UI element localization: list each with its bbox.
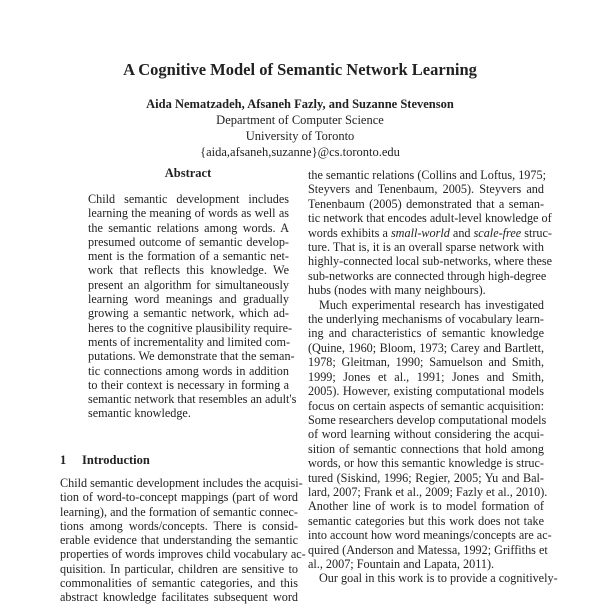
text-line: (Quine, 1960; Bloom, 1973; Carey and Bartlett, <box>308 340 544 355</box>
text-line: sub-networks are connected through high-degree <box>308 268 547 283</box>
text-line: Steyvers and Tenenbaum, 2005). Steyvers and <box>308 182 544 197</box>
text-line: words exhibits a small-world and scale-free struc- <box>308 225 552 240</box>
text-line: 1999; Jones et al., 1991; Jones and Smith, <box>308 369 544 384</box>
text-line: presumed outcome of semantic develop- <box>88 234 289 249</box>
text-line: al., 2007; Fountain and Lapata, 2011). <box>308 556 495 571</box>
text-line: to their context is necessary in forming a <box>88 377 289 392</box>
text-line: tic connections among words in addition <box>88 363 289 378</box>
text-line: heres to the cognitive plausibility require- <box>88 320 293 335</box>
emphasis: scale-free <box>473 225 522 240</box>
text-line: words, or how this semantic knowledge is struc- <box>308 456 544 471</box>
text-line: work that reflects this knowledge. We <box>88 263 289 278</box>
text-line: Child semantic development includes <box>88 192 289 206</box>
text-line: the underlying mechanisms of vocabulary learn- <box>308 312 544 327</box>
text-line: erable evidence that understanding the semantic <box>60 533 298 548</box>
abstract-heading: Abstract <box>164 166 212 180</box>
text-line: hubs (nodes with many neighbours). <box>308 283 486 298</box>
text-line: ment is the formation of a semantic net- <box>88 249 289 264</box>
section-heading-introduction <box>60 453 150 468</box>
text-line: quired (Anderson and Matessa, 1992; Griffiths et <box>308 542 548 557</box>
text-line: semantic network that resembles an adult's <box>88 392 297 407</box>
section-title: Introduction <box>82 453 150 467</box>
text-line: properties of words improves child vocabulary ac- <box>60 547 306 562</box>
author-emails: {aida,afsaneh,suzanne}@cs.toronto.edu <box>200 145 400 159</box>
text-line: Tenenbaum (2005) demonstrated that a seman- <box>308 196 544 211</box>
text-line: highly-connected local sub-networks, where these <box>308 254 553 269</box>
affiliation-university: University of Toronto <box>245 129 355 143</box>
text-line: Our goal in this work is to provide a cognitively- <box>319 571 558 586</box>
text-line: learning the meaning of words as well as <box>88 206 289 221</box>
emphasis: small-world <box>390 225 450 240</box>
text-line: the semantic relations among words. A <box>88 220 289 235</box>
text-line: focus on certain aspects of semantic acquisition: <box>308 398 544 413</box>
introduction-body-left <box>60 476 306 605</box>
text-line: ing and characteristics of semantic knowledge <box>308 326 544 341</box>
section-number: 1 <box>60 453 67 467</box>
text-line: 2005). However, existing computational models <box>308 384 544 399</box>
text-line: learning), and the formation of semantic connec- <box>60 504 298 519</box>
text-line: the semantic relations (Collins and Loftus, 1975; <box>308 168 546 182</box>
text-line: tic network that encodes adult-level knowledge of <box>308 211 552 226</box>
text-line: abstract knowledge facilitates subsequent word <box>60 590 298 605</box>
text-line: of word learning without considering the acqui- <box>308 427 544 442</box>
author-list: Aida Nematzadeh, Afsaneh Fazly, and Suzanne Stevenson <box>146 97 454 111</box>
text-line: 1978; Gleitman, 1990; Samuelson and Smith, <box>308 355 544 370</box>
abstract-body <box>88 192 297 421</box>
text-line: quisition. In particular, children are sensitive to <box>60 561 298 576</box>
text-line: commonalities of semantic categories, and this <box>60 576 298 591</box>
text-line: tion of word-to-concept mappings (part of word <box>60 490 298 505</box>
text-line: present an algorithm for simultaneously <box>88 277 289 292</box>
affiliation-department: Department of Computer Science <box>216 113 384 127</box>
text-line: tured (Siskind, 1996; Regier, 2005; Yu and Bal- <box>308 470 544 485</box>
text-line: Some researchers develop computational models <box>308 412 547 427</box>
text-line: Much experimental research has investigated <box>319 297 544 312</box>
text-line: tions among words/concepts. There is consid- <box>60 518 298 533</box>
introduction-body-right <box>308 168 558 586</box>
text-line: semantic categories but this work does not take <box>308 513 544 528</box>
text-line: ture. That is, it is an overall sparse network with <box>308 240 544 255</box>
text-line: lard, 2007; Frank et al., 2009; Fazly et al., 2010). <box>308 484 548 499</box>
text-line: semantic knowledge. <box>88 406 191 421</box>
text-line: growing a semantic network, which ad- <box>88 306 289 321</box>
text-line: into account how word meanings/concepts are ac- <box>308 528 552 543</box>
text-line: sition of semantic connections that hold among <box>308 441 544 456</box>
text-line: putations. We demonstrate that the seman- <box>88 349 295 364</box>
text-line: Child semantic development includes the acquisi- <box>60 476 303 490</box>
text-line: learning word meanings and gradually <box>88 292 289 307</box>
paper-title: A Cognitive Model of Semantic Network Learning <box>123 60 477 79</box>
text-line: ments of incrementality and limited com- <box>88 334 291 349</box>
text-line: Another line of work is to model formation of <box>308 499 544 514</box>
